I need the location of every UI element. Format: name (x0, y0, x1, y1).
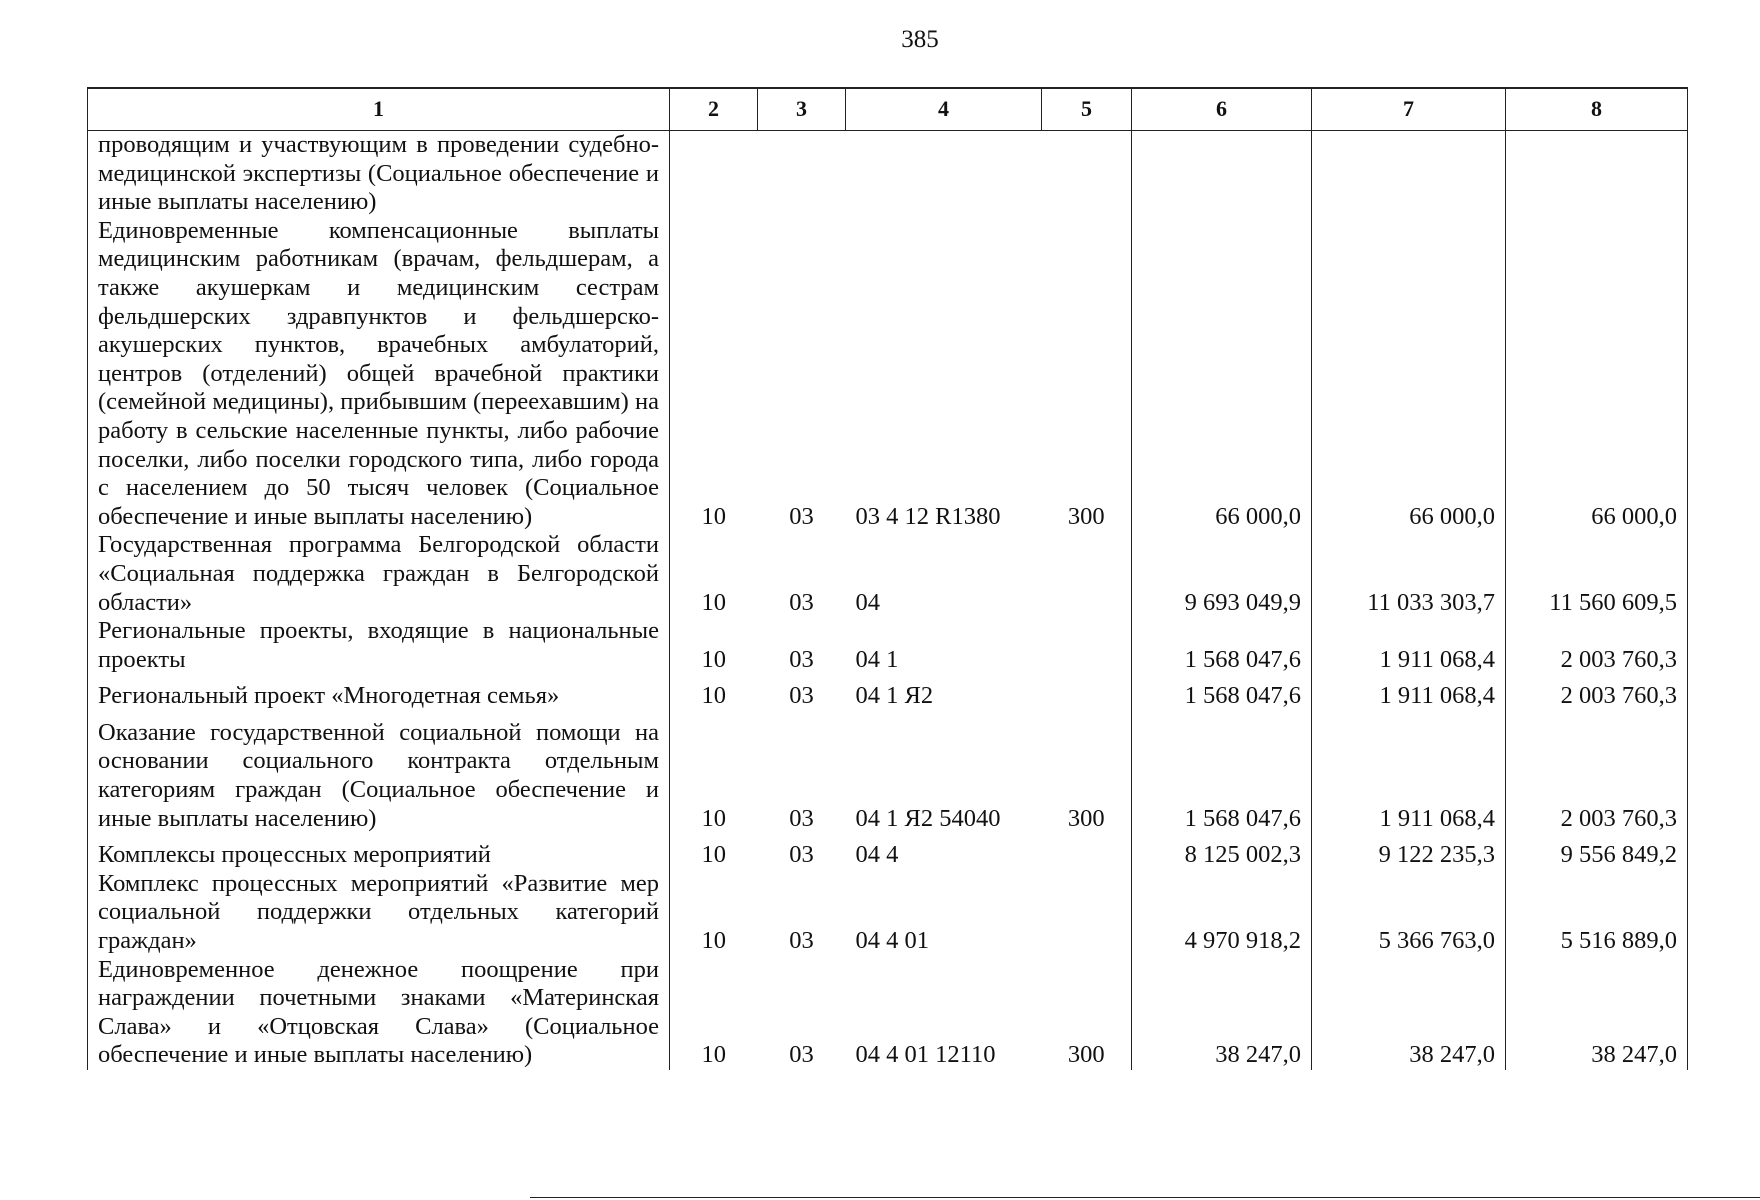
row-expense-type (1042, 833, 1132, 870)
row-section: 10 (701, 502, 726, 530)
row-name: Комплекс процессных мероприятий «Развитие мер социальной поддержки отдельных категорий граждан» (88, 870, 670, 956)
row-expense-type (1042, 531, 1132, 617)
row-section: 10 (701, 645, 726, 673)
row-name: Региональные проекты, входящие в национальные проекты (88, 617, 670, 674)
row-subsection: 03 (789, 502, 814, 530)
row-expense-type (1042, 674, 1132, 711)
row-amount-8 (1506, 131, 1688, 217)
row-amount-6 (1132, 131, 1312, 217)
row-amount-6: 9 693 049,9 (1132, 531, 1312, 617)
row-amount-8: 38 247,0 (1506, 956, 1688, 1070)
row-amount-8: 2 003 760,3 (1506, 674, 1688, 711)
row-amount-6: 1 568 047,6 (1132, 674, 1312, 711)
row-section (670, 131, 758, 217)
row-section: 10 (701, 1041, 726, 1069)
row-amount-6: 1 568 047,6 (1132, 711, 1312, 833)
column-header-4: 4 (846, 88, 1042, 131)
column-header-8: 8 (1506, 88, 1688, 131)
row-section: 10 (701, 841, 726, 869)
row-subsection: 03 (789, 841, 814, 869)
table-row (88, 617, 1688, 674)
row-section: 10 (701, 682, 726, 710)
table-row (88, 131, 1688, 217)
row-amount-6: 8 125 002,3 (1132, 833, 1312, 870)
row-amount-7: 11 033 303,7 (1312, 531, 1506, 617)
row-amount-7: 1 911 068,4 (1312, 617, 1506, 674)
table-row (88, 674, 1688, 711)
table-row (88, 956, 1688, 1070)
row-name: проводящим и участвующим в проведении судебно-медицинской экспертизы (Социальное обеспечение и иные выплаты населению) (88, 131, 670, 217)
row-expense-type (1042, 131, 1132, 217)
row-amount-6: 38 247,0 (1132, 956, 1312, 1070)
row-target-article (846, 131, 1042, 217)
column-header-2: 2 (670, 88, 758, 131)
row-subsection: 03 (789, 588, 814, 616)
row-name: Оказание государственной социальной помощи на основании социального контракта отдельным категориям граждан (Социальное обеспечение и иные выплаты населению) (88, 711, 670, 833)
row-amount-7: 1 911 068,4 (1312, 674, 1506, 711)
column-header-6: 6 (1132, 88, 1312, 131)
row-name: Единовременные компенсационные выплаты медицинским работникам (врачам, фельдшерам, а также акушеркам и медицинским сестрам фельдшерских здравпунктов и фельдшерско-акушерских пунктов, врачебных амбулаторий, центров (отделений) общей врачебной практики (семейной медицины), прибывшим (переехавшим) на работу в сельские населенные пункты, либо рабочие поселки, либо поселки городского типа, либо города с населением до 50 тысяч человек (Социальное обеспечение и иные выплаты населению) (88, 217, 670, 532)
row-target-article: 04 4 01 (855, 927, 929, 955)
budget-table (87, 87, 1688, 1070)
column-header-5: 5 (1042, 88, 1132, 131)
row-expense-type: 300 (1042, 217, 1132, 532)
row-expense-type (1042, 617, 1132, 674)
row-target-article: 04 4 01 12110 (855, 1041, 996, 1069)
row-name: Единовременное денежное поощрение при награждении почетными знаками «Материнская Слава» и «Отцовская Слава» (Социальное обеспечение и иные выплаты населению) (88, 956, 670, 1070)
row-amount-8: 11 560 609,5 (1506, 531, 1688, 617)
row-subsection (758, 131, 846, 217)
row-subsection: 03 (789, 927, 814, 955)
bottom-rule (530, 1197, 1760, 1198)
table-row (88, 870, 1688, 956)
table-body (88, 131, 1688, 1071)
row-subsection: 03 (789, 1041, 814, 1069)
table-row (88, 711, 1688, 833)
row-target-article: 04 1 (855, 645, 899, 673)
row-amount-7: 9 122 235,3 (1312, 833, 1506, 870)
row-amount-7 (1312, 131, 1506, 217)
table-header (88, 88, 1688, 131)
row-amount-7: 5 366 763,0 (1312, 870, 1506, 956)
row-amount-7: 1 911 068,4 (1312, 711, 1506, 833)
table-row (88, 217, 1688, 532)
row-amount-8: 2 003 760,3 (1506, 617, 1688, 674)
table-row (88, 833, 1688, 870)
row-amount-7: 38 247,0 (1312, 956, 1506, 1070)
row-target-article: 04 1 Я2 (855, 682, 934, 710)
row-name: Комплексы процессных мероприятий (88, 833, 670, 870)
row-amount-6: 4 970 918,2 (1132, 870, 1312, 956)
row-section: 10 (701, 804, 726, 832)
row-section: 10 (701, 588, 726, 616)
table-row (88, 531, 1688, 617)
row-subsection: 03 (789, 645, 814, 673)
row-target-article: 04 (855, 588, 880, 616)
row-amount-6: 66 000,0 (1132, 217, 1312, 532)
row-subsection: 03 (789, 804, 814, 832)
row-amount-8: 9 556 849,2 (1506, 833, 1688, 870)
row-amount-6: 1 568 047,6 (1132, 617, 1312, 674)
column-header-3: 3 (758, 88, 846, 131)
row-amount-7: 66 000,0 (1312, 217, 1506, 532)
row-target-article: 04 1 Я2 54040 (855, 804, 1001, 832)
row-target-article: 03 4 12 R1380 (855, 502, 1001, 530)
row-section: 10 (701, 927, 726, 955)
row-expense-type: 300 (1042, 711, 1132, 833)
row-name: Региональный проект «Многодетная семья» (88, 674, 670, 711)
page-number: 385 (901, 26, 939, 53)
row-amount-8: 5 516 889,0 (1506, 870, 1688, 956)
row-name: Государственная программа Белгородской области «Социальная поддержка граждан в Белгородской области» (88, 531, 670, 617)
row-expense-type (1042, 870, 1132, 956)
row-expense-type: 300 (1042, 956, 1132, 1070)
column-header-1: 1 (88, 88, 670, 131)
row-amount-8: 2 003 760,3 (1506, 711, 1688, 833)
row-amount-8: 66 000,0 (1506, 217, 1688, 532)
row-subsection: 03 (789, 682, 814, 710)
column-header-7: 7 (1312, 88, 1506, 131)
row-target-article: 04 4 (855, 841, 899, 869)
